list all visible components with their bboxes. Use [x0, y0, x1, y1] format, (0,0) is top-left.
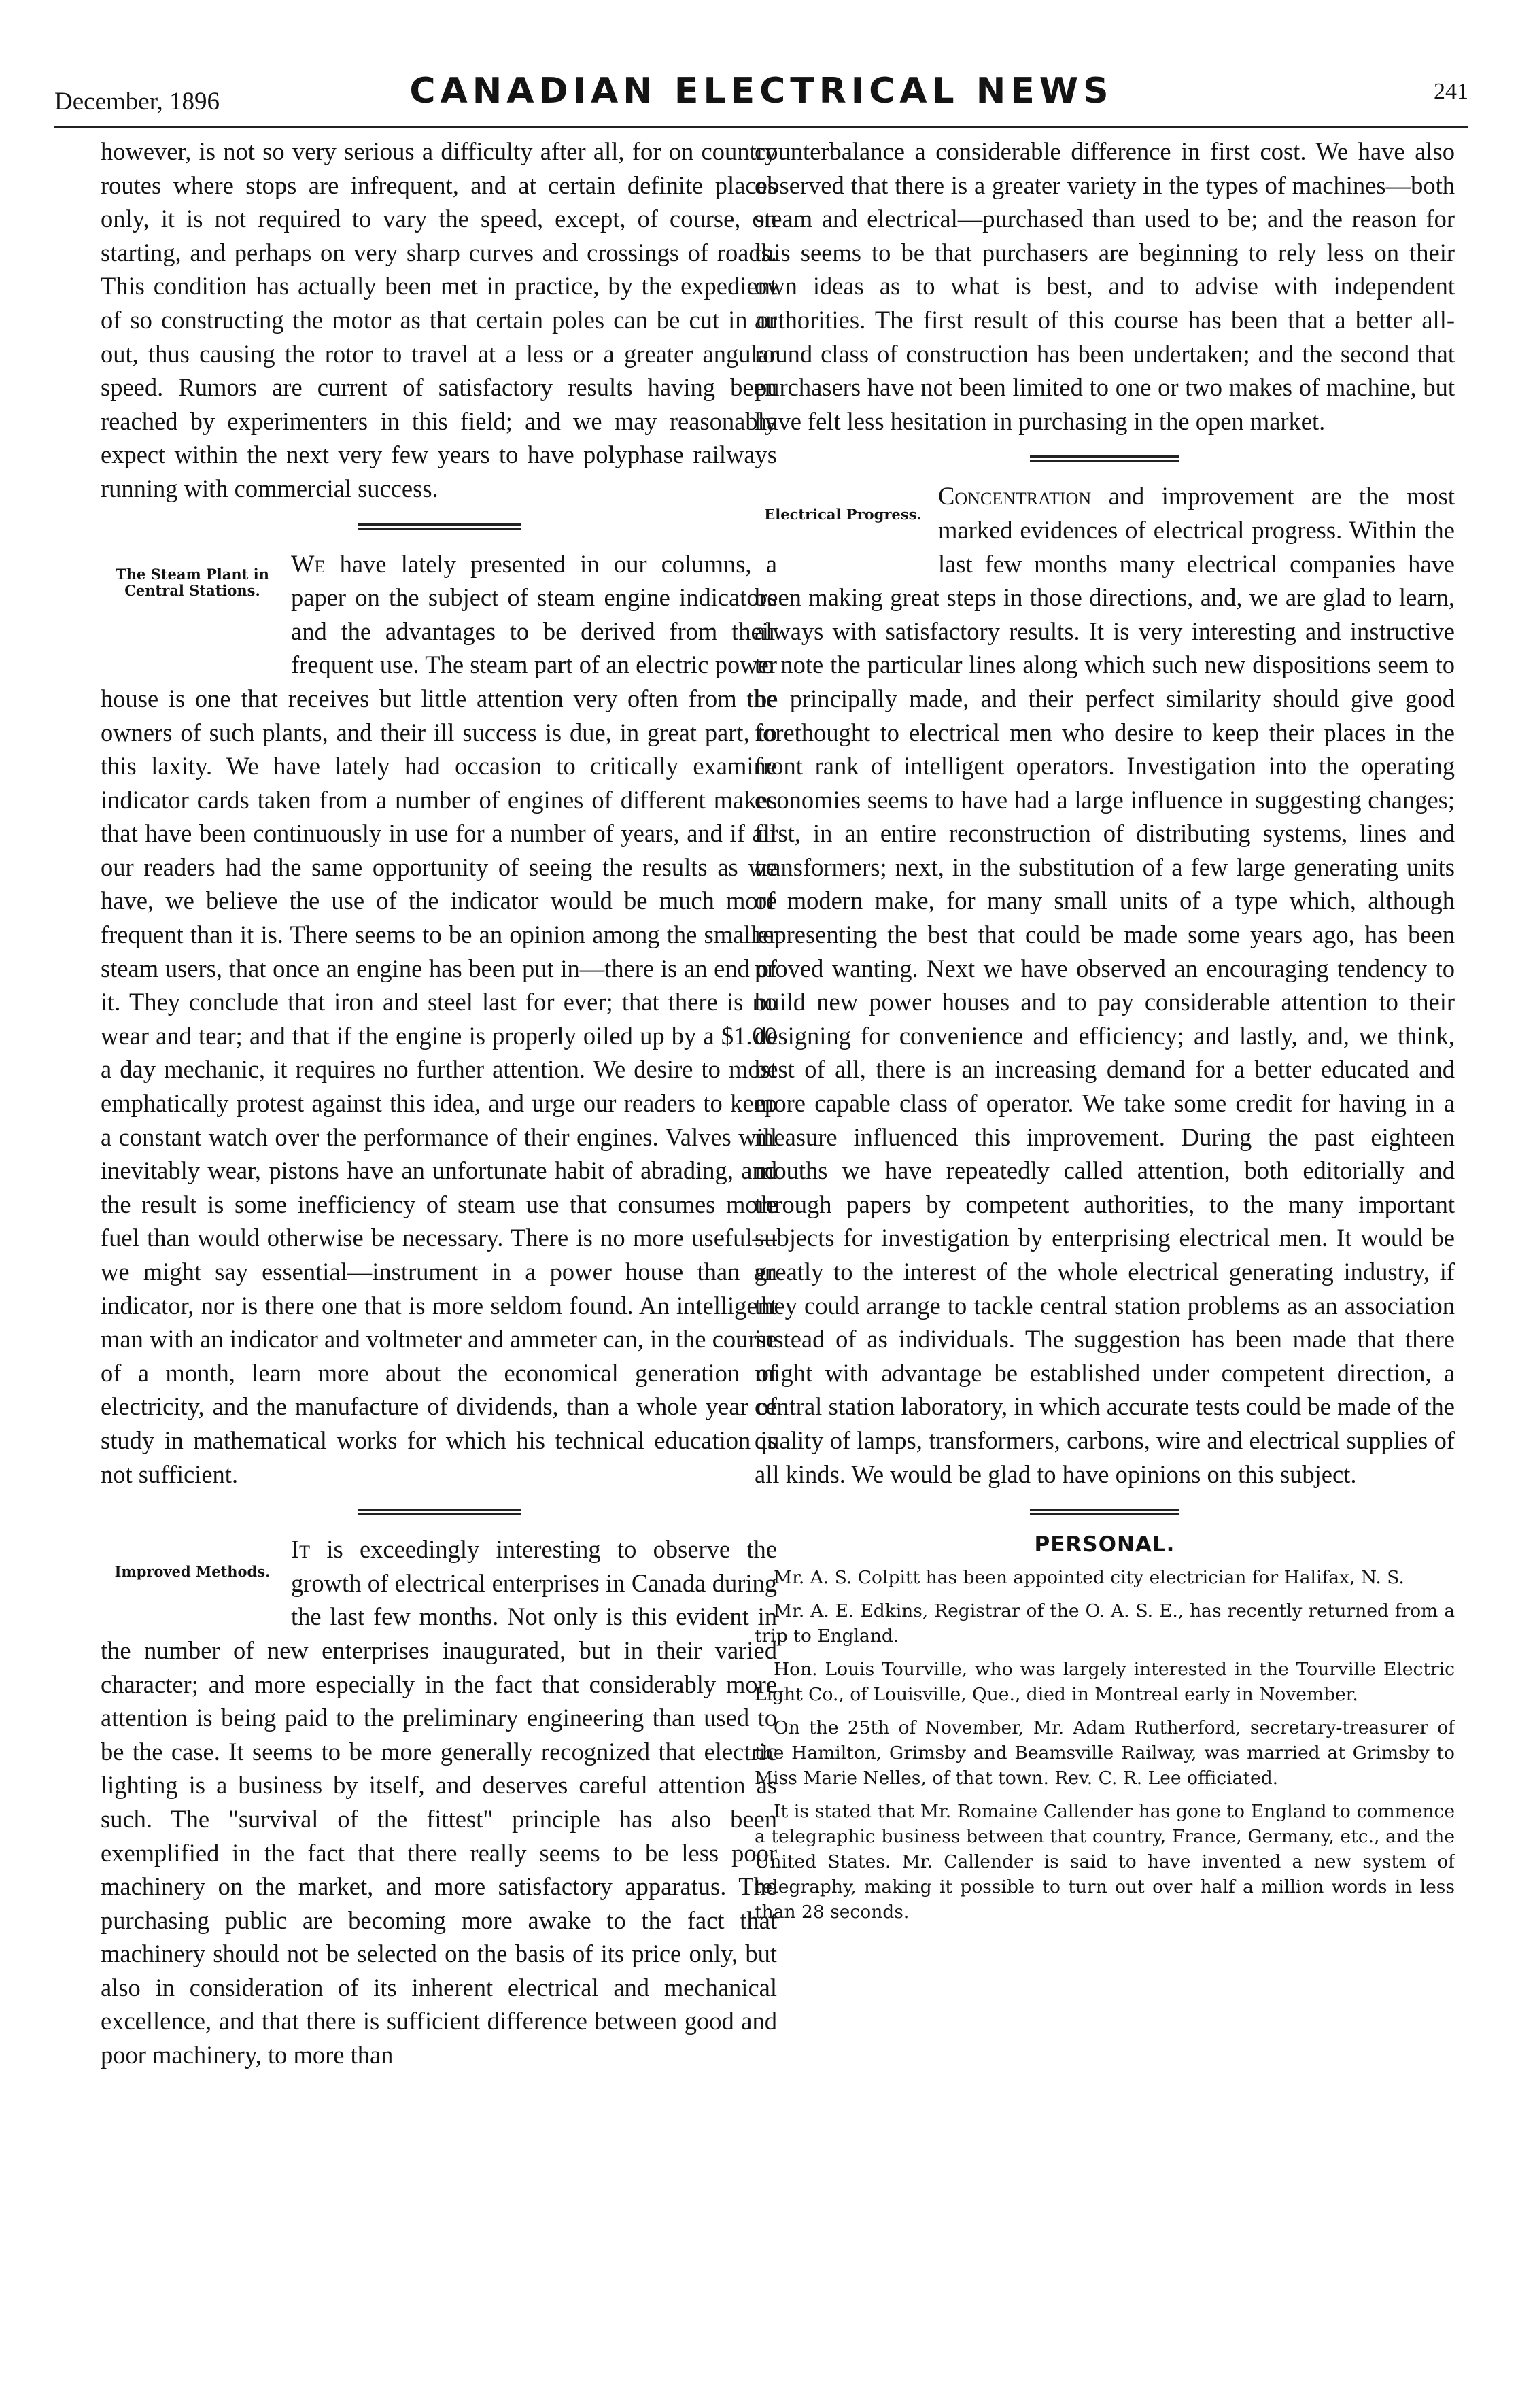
page-number: 241: [1434, 79, 1468, 104]
body-text: is exceedingly interesting to observe the growth of electrical enterprises in Canada during the last few months. Not only is this evident in the number of new enterprises inaugurated, but in their varied character; and more especially in the fact that considerably more attention is being paid to the preliminary engineering than used to be the case. It seems to be more generally recognized that electric lighting is a business by itself, and deserves careful attention as such. The "survival of the fittest" principle has also been exemplified in the fact that there really seems to be less poor machinery on the market, and more satisfactory apparatus. The purchasing public are becoming more awake to the fact that machinery should not be selected on the basis of its price only, but also in consideration of its inherent electrical and mechanical excellence, and that there is sufficient difference between good and poor machinery, to more than: [101, 1535, 777, 2069]
body-text: and improvement are the most marked evidences of electrical progress. Within the last few months many electrical companies have been making great steps in those directions, and, we are glad to learn, always with satisfactory results. It is very interesting and instructive to note the particular lines along which such new dispositions seem to be principally made, and their perfect similarity should give good forethought to electrical men who desire to keep their places in the front rank of intelligent operators. Investigation into the operating economies seems to have had a large influence in suggesting changes; first, in an entire reconstruction of distributing systems, lines and transformers; next, in the substitution of a few large generating units of modern make, for many small units of a type which, although representing the best that could be made some years ago, has been proved wanting. Next we have observed an encouraging tendency to build new power houses and to pay considerable attention to their designing for convenience and efficiency; and lastly, and, we think, best of all, there is an increasing demand for a better educated and more capable class of operator. We take some credit for having in a measure influenced this improvement. During the past eighteen mouths we have repeatedly called attention, both editorially and through papers by competent authorities, to the many important subjects for investigation by enterprising electrical men. It would be greatly to the interest of the whole electrical generating industry, if they could arrange to tackle central station problems as an association instead of as individuals. The suggestion has been made that there might with advantage be established under competent direction, a central station laboratory, in which accurate tests could be made of the quality of lamps, transformers, carbons, wire and electrical supplies of all kinds. We would be glad to have opinions on this subject.: [755, 482, 1455, 1488]
personal-item: Mr. A. E. Edkins, Registrar of the O. A. S. E., has recently returned from a trip to England.: [755, 1600, 1455, 1647]
issue-date: December, 1896: [54, 88, 220, 116]
masthead-rule: [54, 126, 1468, 128]
article-polyphase-railways: however, is not so very serious a difficulty after all, for on country routes where stops are infrequent, and at certain definite places only, it is not required to vary the speed, except, of course, on starting, and perhaps on very sharp curves and crossings of roads. This condition has actually been met in practice, by the expedient of so constructing the motor as that certain poles can be cut in or out, thus causing the rotor to travel at a less or a greater angular speed. Rumors are current of satisfactory results having been reached by experimenters in this field; and we may reasonably expect within the next very few years to have polyphase railways running with commercial success.: [101, 137, 777, 502]
lead-word: It: [291, 1535, 311, 1564]
section-divider: [1030, 1509, 1179, 1515]
article-steam-plant: [101, 547, 777, 1492]
left-column: [101, 135, 777, 2385]
section-divider: [358, 1509, 521, 1515]
sidenote-space: [755, 479, 938, 574]
article-improved-methods: [101, 1532, 777, 2072]
masthead: [54, 71, 1468, 132]
right-column: [755, 135, 1455, 2385]
personal-item: Mr. A. S. Colpitt has been appointed city electrician for Halifax, N. S.: [774, 1567, 1404, 1589]
personal-heading: PERSONAL.: [1034, 1532, 1175, 1558]
personal-item: Hon. Louis Tourville, who was largely interested in the Tourville Electric Light Co., of Louisville, Que., died in Montreal early in November.: [755, 1659, 1455, 1706]
sidenote-electrical-progress: Electrical Progress.: [764, 506, 922, 523]
section-divider: [358, 523, 521, 530]
section-divider: [1030, 455, 1179, 462]
article-improved-methods-text: [101, 1532, 777, 2072]
lead-word: We: [291, 549, 326, 578]
personal-item: On the 25th of November, Mr. Adam Rutherford, secretary-treasurer of the Hamilton, Grimsby and Beamsville Railway, was married at Grimsby to Miss Marie Nelles, of that town. Rev. C. R. Lee officiated.: [755, 1717, 1455, 1789]
article-electrical-progress: [755, 479, 1455, 1491]
article-electrical-progress-text: [755, 479, 1455, 1491]
article-continuation: counterbalance a considerable difference in first cost. We have also observed that there is a greater variety in the types of machines—both steam and electrical—purchased than used to be; and the reason for this seems to be that purchasers are beginning to rely less on their own ideas as to what is best, and to advise with independent authorities. The first result of this course has been that a better all-round class of construction has been undertaken; and the second that purchasers have not been limited to one or two makes of machine, but have felt less hesitation in purchasing in the open market.: [755, 137, 1455, 435]
personal-item: It is stated that Mr. Romaine Callender has gone to England to commence a telegraphic business between that country, France, Germany, etc., and the United States. Mr. Callender is said to have invented a new system of telegraphy, making it possible to turn out over half a million words in less than 28 seconds.: [755, 1801, 1455, 1923]
sidenote-space: [101, 1532, 291, 1628]
sidenote-improved-methods: Improved Methods.: [114, 1563, 271, 1581]
article-steam-plant-text: [101, 547, 777, 1492]
publication-title: CANADIAN ELECTRICAL NEWS: [409, 71, 1114, 111]
lead-word: Concentration: [938, 482, 1092, 511]
sidenote-steam-plant: The Steam Plant in Central Stations.: [116, 565, 269, 599]
body-text: have lately presented in our columns, a paper on the subject of steam engine indicators and the advantages to be derived from their frequent use. The steam part of an electric power house is one that receives but little attention very often from the owners of such plants, and their ill success is due, in great part, to this laxity. We have lately had occasion to critically examine indicator cards taken from a number of engines of different makes that have been continuously in use for a number of years, and if all our readers had the same opportunity of seeing the results as we have, we believe the use of the indicator would be much more frequent than it is. There seems to be an opinion among the smaller steam users, that once an engine has been put in—there is an end of it. They conclude that iron and steel last for ever; that there is no wear and tear; and that if the engine is properly oiled up by a $1.00 a day mechanic, it requires no further attention. We desire to most emphatically protest against this idea, and urge our readers to keep a constant watch over the performance of their engines. Valves will inevitably wear, pistons have an unfortunate habit of abrading, and the result is some inefficiency of steam use that consumes more fuel than would otherwise be necessary. There is no more useful—we might say essential—instrument in a power house than an indicator, nor is there one that is more seldom found. An intelligent man with an indicator and voltmeter and ammeter can, in the course of a month, learn more about the economical generation of electricity, and the manufacture of dividends, than a whole year of study in mathematical works for which his technical education is not sufficient.: [101, 549, 777, 1488]
personal-section: [755, 1532, 1455, 1925]
